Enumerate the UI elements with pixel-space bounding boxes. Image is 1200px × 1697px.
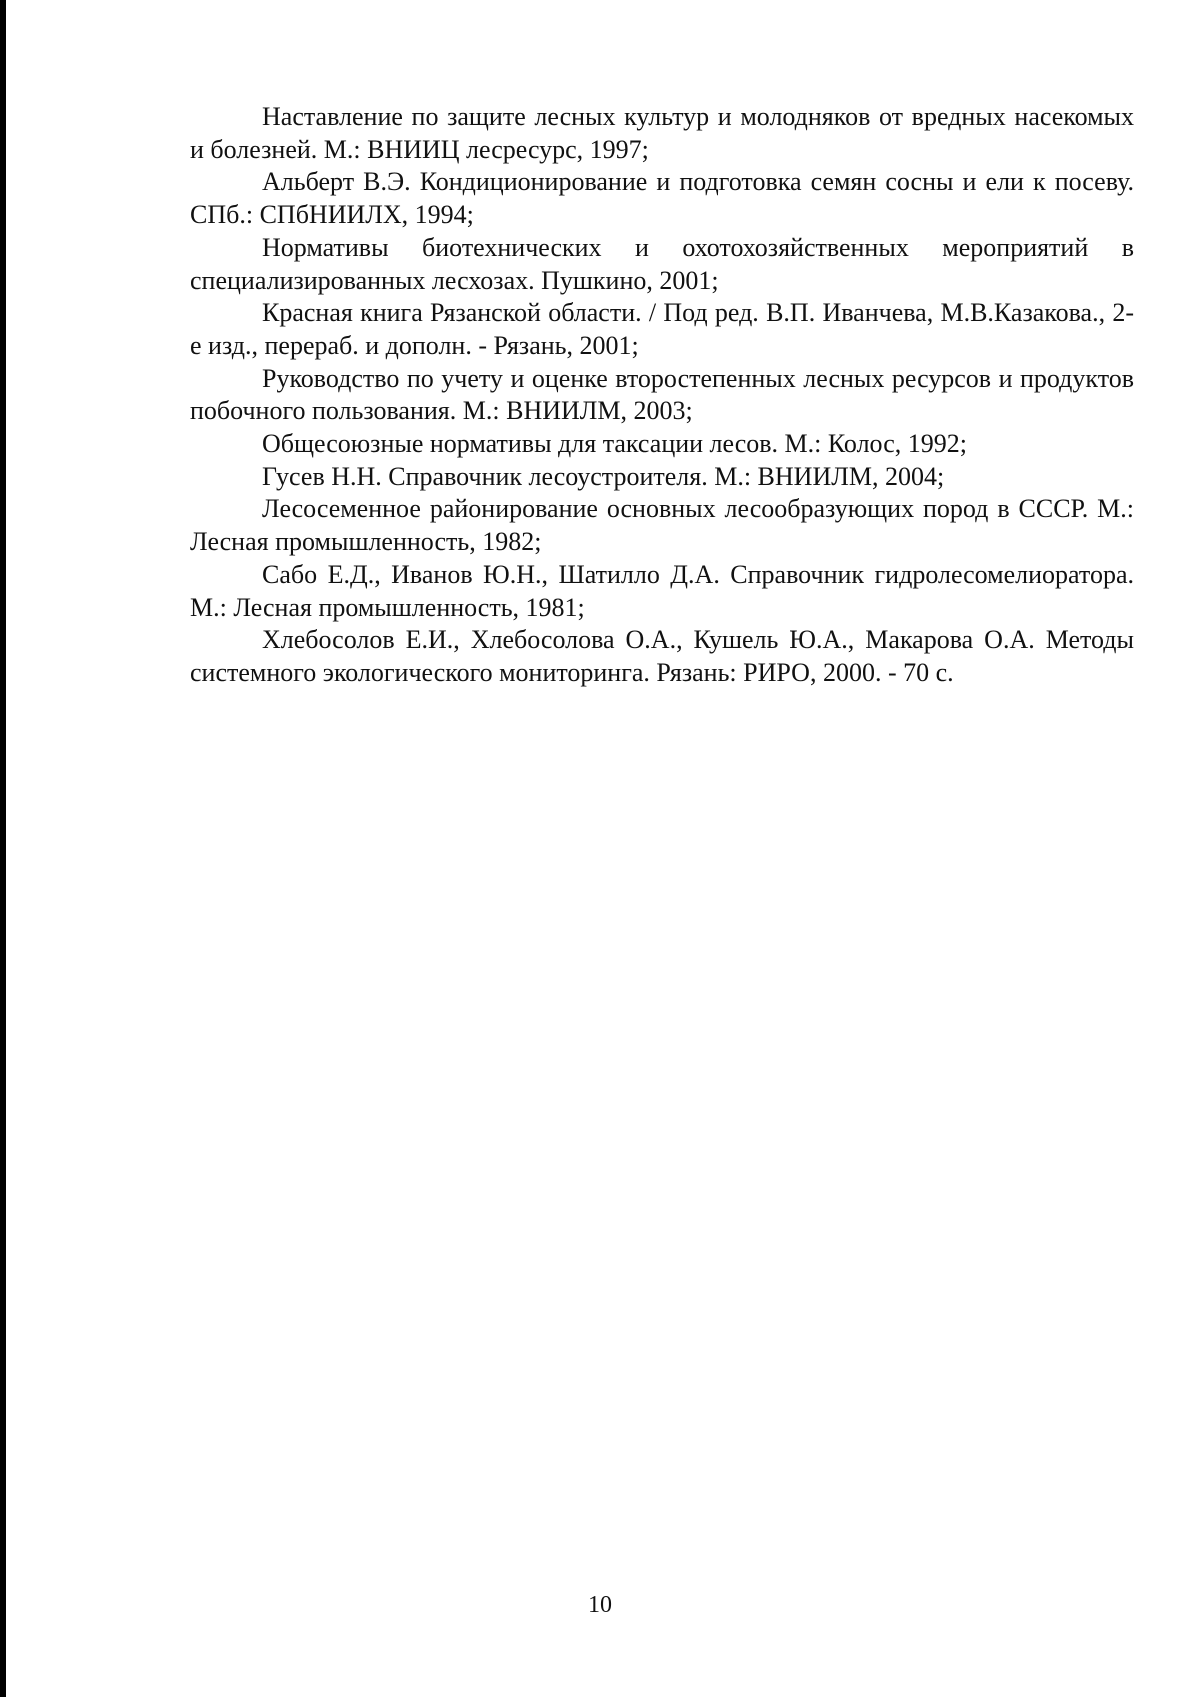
reference-item: Хлебосолов Е.И., Хлебосолова О.А., Кушель Ю.А., Макарова О.А. Методы системного экологического мониторинга. Рязань: РИРО, 2000. - 70 с. [190,625,1134,687]
reference-item: Руководство по учету и оценке второстепенных лесных ресурсов и продуктов побочного пользования. М.: ВНИИЛМ, 2003; [190,363,1134,426]
reference-item: Сабо Е.Д., Иванов Ю.Н., Шатилло Д.А. Справочник гидролесомелиоратора. М.: Лесная промышленность, 1981; [190,559,1134,622]
reference-item: Нормативы биотехнических и охотохозяйственных мероприятий в специализированных лесхозах. Пушкино, 2001; [190,232,1134,295]
reference-item: Альберт В.Э. Кондиционирование и подготовка семян сосны и ели к посеву. СПб.: СПбНИИЛХ, 1994; [190,167,1134,230]
reference-item: Гусев Н.Н. Справочник лесоустроителя. М.: ВНИИЛМ, 2004; [262,461,945,491]
scan-edge-border [0,0,6,1697]
reference-list [190,101,1134,690]
reference-item: Красная книга Рязанской области. / Под ред. В.П. Иванчева, М.В.Казакова., 2-е изд., перераб. и дополн. - Рязань, 2001; [190,298,1134,360]
reference-item: Лесосеменное районирование основных лесообразующих пород в СССР. М.: Лесная промышленность, 1982; [190,494,1134,557]
page-number: 10 [588,1592,612,1618]
reference-item: Наставление по защите лесных культур и молодняков от вредных насекомых и болезней. М.: ВНИИЦ лесресурс, 1997; [190,102,1134,164]
reference-item: Общесоюзные нормативы для таксации лесов. М.: Колос, 1992; [262,429,967,459]
